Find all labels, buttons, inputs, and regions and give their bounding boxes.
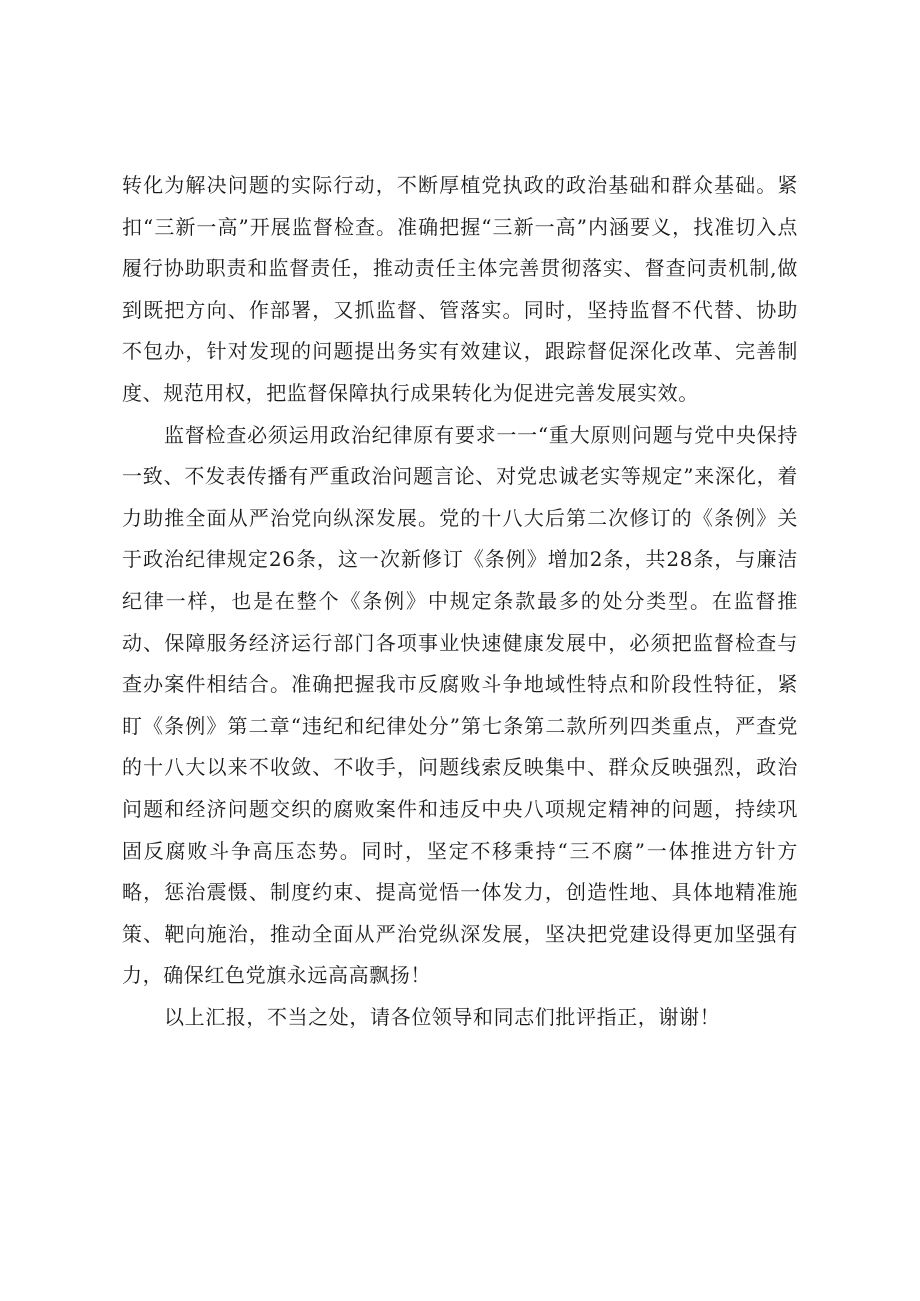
paragraph-closing: 以上汇报，不当之处，请各位领导和同志们批评指正，谢谢！ bbox=[164, 1004, 721, 1029]
document-body bbox=[122, 165, 798, 1038]
paragraph-continuation: 转化为解决问题的实际行动，不断厚植党执政的政治基础和群众基础。紧扣“三新一高”开展监督检查。准确把握“三新一高”内涵要义，找准切入点履行协助职责和监督责任，推动责任主体完善贯彻落实、督查问责机制,做到既把方向、作部署，又抓监督、管落实。同时，坚持监督不代替、协助不包办，针对发现的问题提出务实有效建议，跟踪督促深化改革、完善制度、规范用权，把监督保障执行成果转化为促进完善发展实效。 bbox=[122, 173, 798, 405]
paragraph-political-discipline: 监督检查必须运用政治纪律原有要求一一“重大原则问题与党中央保持一致、不发表传播有严重政治问题言论、对党忠诚老实等规定”来深化，着力助推全面从严治党向纵深发展。党的十八大后第二次修订的《条例》关于政治纪律规定26条，这一次新修订《条例》增加2条，共28条，与廉洁纪律一样，也是在整个《条例》中规定条款最多的处分类型。在监督推动、保障服务经济运行部门各项事业快速健康发展中，必须把监督检查与查办案件相结合。准确把握我市反腐败斗争地域性特点和阶段性特征，紧盯《条例》第二章“违纪和纪律处分”第七条第二款所列四类重点，严查党的十八大以来不收敛、不收手，问题线索反映集中、群众反映强烈，政治问题和经济问题交织的腐败案件和违反中央八项规定精神的问题，持续巩固反腐败斗争高压态势。同时，坚定不移秉持“三不腐”一体推进方针方略，惩治震慑、制度约束、提高觉悟一体发力，创造性地、具体地精准施策、靶向施治，推动全面从严治党纵深发展，坚决把党建设得更加坚强有力，确保红色党旗永远高高飘扬！ bbox=[122, 422, 798, 988]
